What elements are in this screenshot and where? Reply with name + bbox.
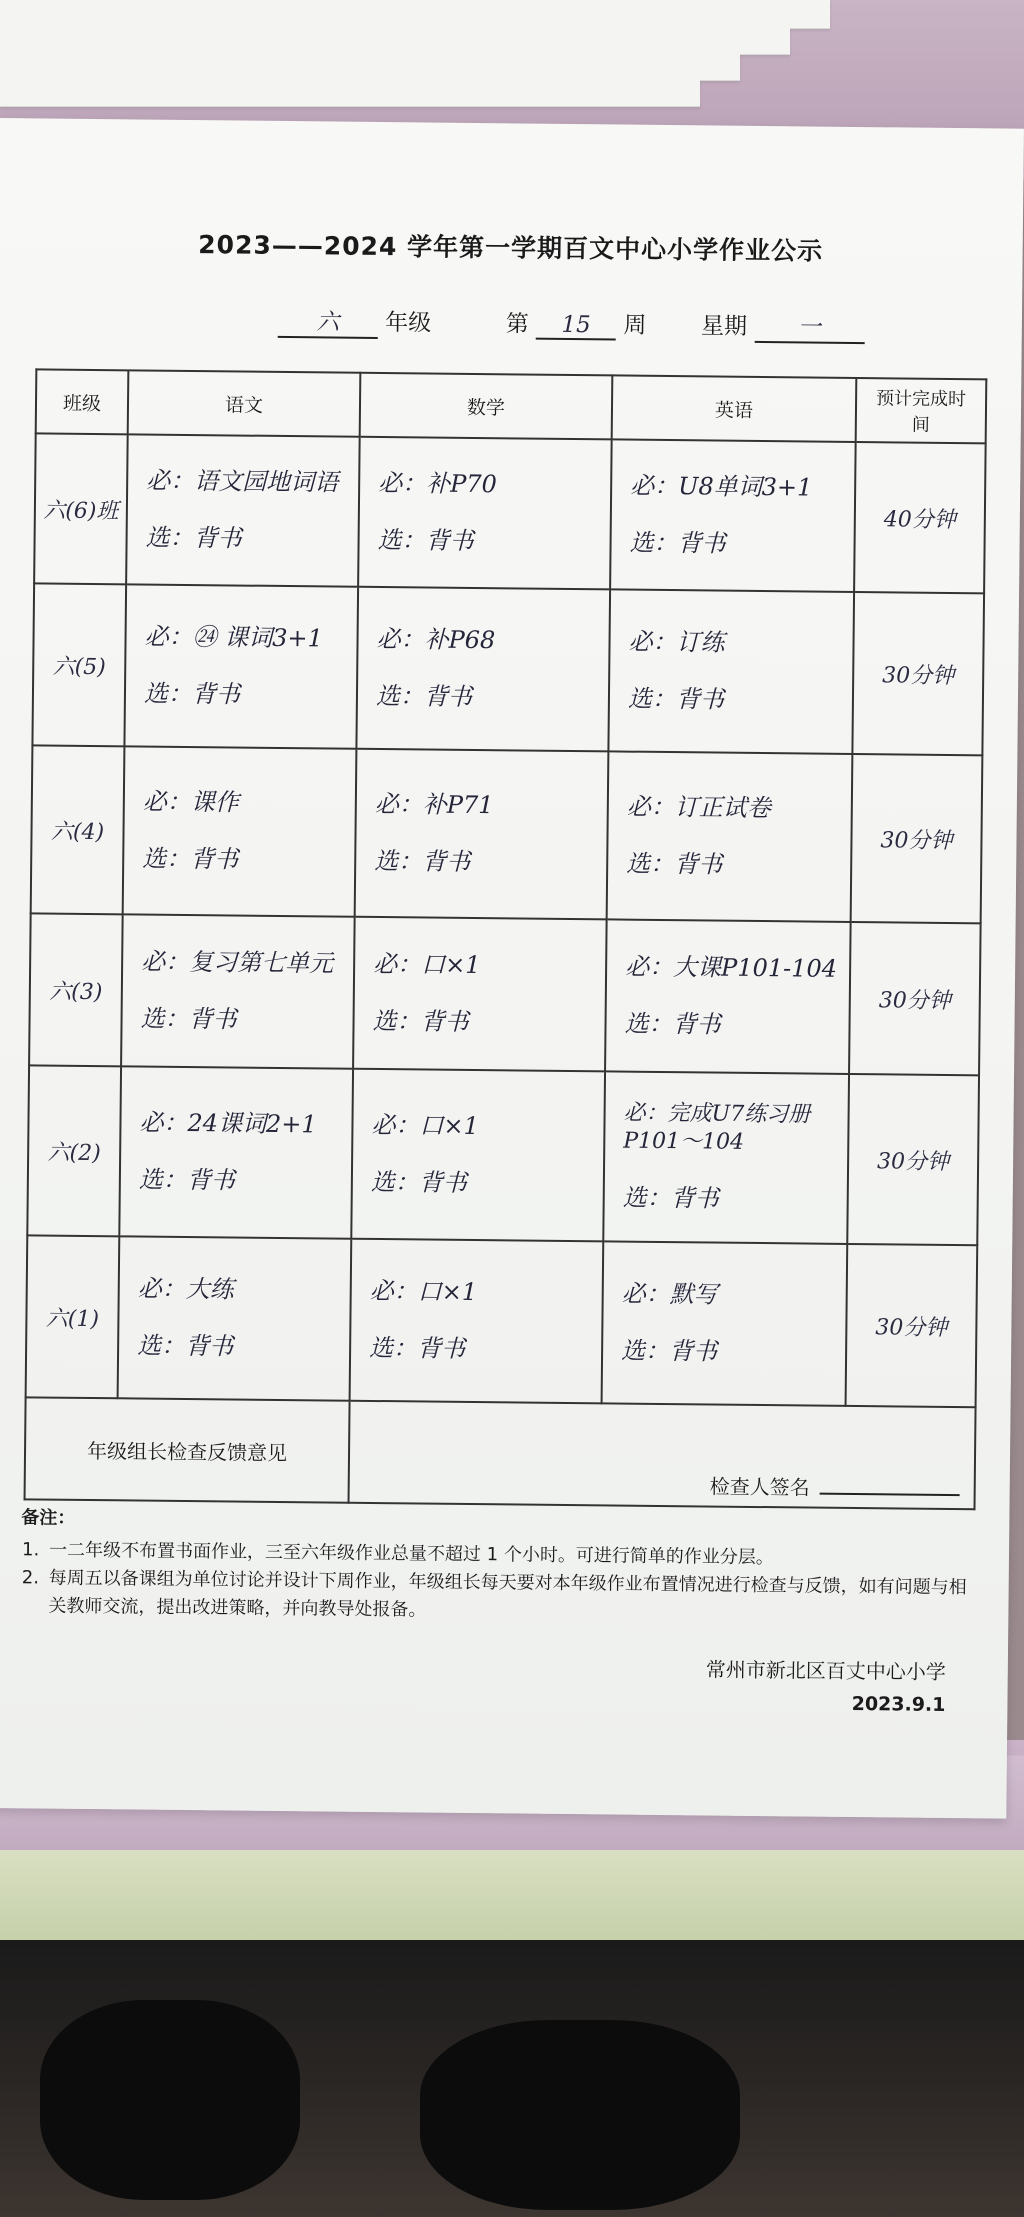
optional-task: 选：背书 (627, 684, 725, 714)
time-cell: 30分钟 (849, 922, 981, 1075)
weekday-value: 一 (754, 308, 864, 344)
table-header-row (36, 369, 987, 443)
required-task: 必：U8单词3+1 (630, 471, 813, 502)
optional-task: 选：背书 (626, 849, 723, 879)
math-cell (355, 749, 609, 920)
chinese-cell (124, 584, 358, 748)
feedback-row (25, 1397, 976, 1509)
header-english: 英语 (612, 375, 857, 442)
class-cell: 六(5) (32, 583, 126, 746)
required-task: 必：订正试卷 (626, 792, 771, 822)
optional-task: 选：背书 (143, 679, 241, 709)
note-item: 1. 一二年级不布置书面作业，三至六年级作业总量不超过 1 个小时。可进行简单的作业分层。 (45, 1536, 981, 1574)
required-task: 必：课作 (142, 787, 239, 817)
sheet-meta (278, 303, 865, 344)
notes (20, 1504, 981, 1630)
chinese-cell (121, 914, 355, 1068)
class-cell: 六(4) (31, 745, 125, 914)
feedback-label: 年级组长检查反馈意见 (25, 1397, 350, 1502)
homework-sheet (0, 118, 1024, 1819)
chinese-cell (126, 434, 360, 586)
time-cell: 30分钟 (846, 1244, 978, 1407)
optional-task: 选：背书 (372, 1006, 469, 1036)
math-cell (353, 917, 607, 1072)
paper-stack-sheet (0, 0, 830, 29)
paper-stack-sheet (0, 78, 700, 107)
signer-area (349, 1401, 976, 1510)
grade-value: 六 (278, 303, 378, 339)
math-cell (358, 437, 612, 590)
week-value: 15 (536, 312, 616, 341)
table-row (34, 433, 986, 593)
english-cell (603, 1071, 849, 1244)
chinese-cell (118, 1236, 352, 1400)
math-cell (351, 1069, 605, 1242)
required-task: 必：默写 (621, 1279, 718, 1309)
paper-stack-sheet (0, 52, 740, 81)
english-cell (605, 919, 851, 1074)
shadow-shape (420, 2020, 740, 2210)
paper-stack-sheet (0, 26, 790, 55)
required-task: 必：口×1 (371, 1110, 480, 1140)
header-chinese: 语文 (128, 370, 361, 436)
optional-task: 选：背书 (138, 1165, 236, 1195)
school-name: 常州市新北区百丈中心小学 (705, 1657, 946, 1684)
optional-task: 选：背书 (374, 846, 471, 876)
optional-task: 选：背书 (140, 1004, 237, 1034)
header-math: 数学 (360, 373, 613, 440)
note-item: 2. 每周五以备课组为单位讨论并设计下周作业，年级组长每天要对本年级作业布置情况进行检查与反馈，如有问题与相关教师交流，提出改进策略，并向教导处报备。 (44, 1564, 981, 1630)
table-row (26, 1235, 978, 1407)
time-cell: 30分钟 (851, 754, 983, 923)
signature-line (820, 1493, 960, 1496)
required-task: 必：补P68 (376, 624, 496, 655)
optional-task: 选：背书 (137, 1331, 234, 1361)
table-surface (0, 1850, 1024, 1950)
table-row (27, 1065, 979, 1245)
dark-foreground (0, 1940, 1024, 2217)
optional-task: 选：背书 (629, 528, 726, 558)
time-cell: 30分钟 (847, 1074, 979, 1245)
math-cell (356, 587, 610, 752)
required-task: 必：大课P101-104 (625, 952, 838, 983)
optional-task: 选：背书 (624, 1009, 721, 1039)
optional-task: 选：背书 (368, 1333, 466, 1363)
required-task: 必：口×1 (369, 1276, 478, 1306)
table-row (29, 913, 981, 1075)
class-cell: 六(1) (26, 1235, 120, 1398)
chinese-cell (123, 746, 357, 916)
english-cell (610, 439, 856, 592)
required-task: 必：语文园地词语 (146, 466, 339, 497)
class-cell: 六(6)班 (34, 433, 128, 584)
optional-task: 选：背书 (142, 844, 239, 874)
optional-task: 选：背书 (622, 1183, 719, 1213)
shadow-shape (40, 2000, 300, 2200)
header-time: 预计完成时间 (856, 378, 987, 443)
required-task: 必：大练 (137, 1274, 234, 1304)
table-row (31, 745, 983, 923)
week-suffix: 周 (623, 312, 647, 339)
required-task: 必：㉔ 课词3+1 (144, 622, 323, 653)
required-task: 必：口×1 (373, 949, 481, 979)
homework-table (24, 368, 988, 1510)
required-task: 必：24课词2+1 (139, 1108, 317, 1139)
header-class: 班级 (36, 369, 129, 434)
required-task: 必：补P71 (374, 789, 494, 820)
time-cell: 40分钟 (854, 442, 986, 593)
english-cell (607, 751, 853, 922)
weekday-label: 星期 (700, 313, 748, 340)
required-task: 必：完成U7练习册 P101～104 (623, 1100, 811, 1156)
class-cell: 六(2) (27, 1065, 121, 1236)
required-task: 必：复习第七单元 (141, 947, 334, 978)
math-cell (350, 1239, 604, 1404)
table-row (32, 583, 984, 755)
grade-label: 年级 (385, 310, 432, 337)
optional-task: 选：背书 (620, 1336, 718, 1366)
optional-task: 选：背书 (377, 525, 474, 555)
required-task: 必：补P70 (378, 468, 498, 499)
class-cell: 六(3) (29, 913, 123, 1066)
optional-task: 选：背书 (145, 523, 242, 553)
signer-label: 检查人签名 (709, 1474, 810, 1500)
week-prefix: 第 (505, 311, 529, 338)
optional-task: 选：背书 (375, 681, 473, 711)
required-task: 必：订练 (628, 627, 725, 657)
issue-date: 2023.9.1 (851, 1693, 946, 1716)
english-cell (602, 1241, 848, 1406)
chinese-cell (119, 1066, 353, 1238)
time-cell: 30分钟 (852, 592, 984, 755)
optional-task: 选：背书 (370, 1167, 468, 1197)
page-title: 2023——2024 学年第一学期百文中心小学作业公示 (198, 230, 824, 266)
english-cell (608, 589, 854, 754)
notes-heading: 备注： (21, 1507, 76, 1529)
